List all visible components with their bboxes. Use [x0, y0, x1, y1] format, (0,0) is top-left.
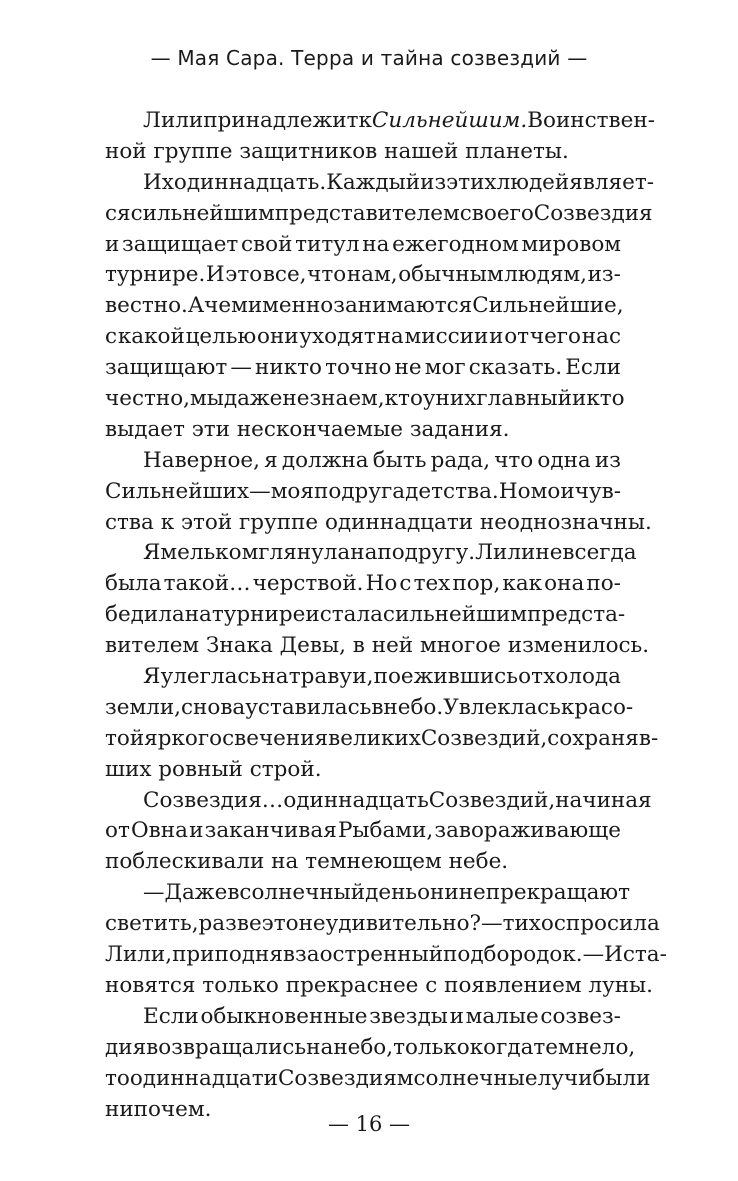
word: целью: [185, 324, 257, 350]
text-line: [105, 168, 655, 199]
word: знаем,: [309, 386, 385, 412]
word: и: [571, 386, 587, 412]
word: ной: [105, 138, 147, 164]
word: Я: [143, 664, 161, 690]
word: них: [435, 386, 477, 412]
word: Девы,: [279, 633, 346, 659]
word: Но: [498, 478, 531, 504]
text-line: [105, 940, 667, 971]
word: ней: [371, 633, 414, 659]
body-text: [105, 106, 667, 1125]
word: удивительно?: [325, 911, 482, 937]
word: даже: [223, 386, 283, 412]
word: являет-: [569, 169, 655, 195]
word: светить,: [105, 911, 199, 937]
word: никто: [255, 355, 322, 381]
word: на: [350, 540, 378, 566]
word: Даже: [164, 880, 228, 906]
word: турнире.: [105, 262, 206, 288]
word: из: [594, 447, 621, 473]
text-line: [105, 353, 621, 384]
word: и: [489, 324, 504, 350]
word: ших: [105, 756, 152, 782]
word: мог: [424, 355, 466, 381]
word: детства.: [405, 478, 499, 504]
word: и: [105, 231, 120, 257]
word: Созвездий,: [420, 725, 548, 751]
word: нипочем.: [105, 1096, 212, 1122]
word: великих: [328, 725, 421, 751]
word: малые: [465, 1003, 539, 1029]
word: Сильнейшим.: [371, 108, 528, 133]
word: с: [105, 324, 118, 350]
word: защитников: [239, 138, 378, 164]
word: Лили: [143, 108, 204, 133]
word: обыкновенные: [200, 1003, 368, 1029]
word: одиннадцать: [283, 787, 429, 813]
word: только: [393, 1034, 470, 1060]
word: такой…: [163, 571, 251, 597]
word: снова: [181, 694, 246, 720]
word: этих: [446, 169, 497, 195]
word: изменилось.: [507, 633, 650, 659]
word: мировом: [521, 231, 621, 257]
word: возвращались: [146, 1034, 307, 1060]
word: обычным: [398, 262, 504, 288]
word: это: [261, 911, 299, 937]
word: не: [394, 355, 422, 381]
word: небе.: [448, 849, 509, 875]
word: Увлеклась: [443, 694, 561, 720]
word: на: [306, 1034, 334, 1060]
word: занимаются: [333, 293, 473, 319]
word: мои: [530, 478, 575, 504]
word: кто: [586, 386, 625, 412]
word: они: [417, 880, 459, 906]
word: заканчивая: [204, 818, 337, 844]
word: и: [449, 1003, 464, 1029]
word: своего: [459, 200, 534, 226]
word: рада,: [430, 447, 491, 473]
running-head: — Мая Сара. Терра и тайна созвездий —: [150, 46, 588, 70]
word: Созвездиям: [277, 1065, 414, 1091]
word: сохраняв-: [547, 725, 659, 751]
word: именно: [247, 293, 334, 319]
word: представителем: [274, 200, 460, 226]
word: ся: [105, 200, 131, 226]
word: вестно.: [105, 293, 188, 319]
text-line: [105, 755, 621, 786]
text-line: [105, 724, 659, 755]
word: ста-: [622, 942, 667, 968]
word: строй.: [249, 756, 322, 782]
word: по-: [586, 571, 621, 597]
word: в: [371, 694, 384, 720]
word: начиная: [555, 787, 652, 813]
word: пор,: [452, 571, 501, 597]
word: небо,: [333, 1034, 394, 1060]
word: этой: [180, 509, 233, 535]
word: поежившись: [373, 664, 518, 690]
word: на: [271, 849, 299, 875]
word: защищают: [105, 355, 228, 381]
word: были: [592, 1065, 651, 1091]
word: темнеющем: [305, 849, 442, 875]
word: мельком: [160, 540, 259, 566]
text-line: [105, 291, 624, 322]
word: прекращают: [485, 880, 631, 906]
word: к: [358, 108, 372, 133]
word: Но: [365, 571, 398, 597]
word: как: [502, 571, 543, 597]
text-line: [105, 1033, 636, 1064]
word: задания.: [409, 416, 510, 442]
word: с: [425, 972, 438, 998]
word: поблескивали: [105, 849, 265, 875]
word: сильнейшим: [130, 200, 275, 226]
word: Сильнейшие,: [472, 293, 624, 319]
word: тихо: [502, 911, 554, 937]
word: Созвездия…: [143, 787, 284, 813]
word: улеглась: [160, 664, 262, 690]
word: кто: [384, 386, 423, 412]
text-line: [105, 662, 621, 693]
word: вителем: [105, 633, 200, 659]
word: Овна: [131, 818, 188, 844]
word: А: [187, 293, 205, 319]
word: нескончаемые: [236, 416, 403, 442]
word: И: [604, 942, 623, 968]
word: бедила: [105, 602, 185, 628]
word: черствой.: [252, 571, 364, 597]
word: И: [205, 262, 225, 288]
word: —: [481, 911, 503, 937]
word: красо-: [560, 694, 634, 720]
word: уставилась: [245, 694, 372, 720]
word: подругу.: [377, 540, 476, 566]
word: какой: [117, 324, 185, 350]
word: Каждый: [326, 169, 421, 195]
text-line: [105, 569, 621, 600]
text-line: [105, 199, 653, 230]
word: спросила: [553, 911, 660, 937]
word: темнело,: [533, 1034, 636, 1060]
word: титул: [295, 231, 360, 257]
word: у: [422, 386, 436, 412]
word: Созвездий,: [428, 787, 556, 813]
word: главный: [476, 386, 572, 412]
word: и: [189, 818, 204, 844]
text-line: [105, 786, 652, 817]
text-line: [105, 1064, 651, 1095]
text-line: [105, 971, 653, 1002]
text-line: [105, 631, 650, 662]
text-line: [105, 909, 660, 940]
word: это: [225, 262, 263, 288]
text-line: [105, 106, 655, 137]
text-line: [105, 878, 631, 909]
word: неоднозначны.: [479, 509, 652, 535]
word: свой: [241, 231, 293, 257]
word: заостренный: [295, 942, 444, 968]
word: —: [143, 880, 165, 906]
word: сильнейшим: [382, 602, 528, 628]
word: Их: [143, 169, 174, 195]
word: одиннадцати: [324, 509, 474, 535]
word: солнечные: [413, 1065, 538, 1091]
word: группе: [153, 138, 233, 164]
word: нам,: [346, 262, 398, 288]
word: Если: [143, 1003, 199, 1029]
word: я: [264, 447, 278, 473]
text-line: [105, 816, 621, 847]
text-line: [105, 508, 652, 539]
text-line: [105, 477, 621, 508]
word: мы: [189, 386, 224, 412]
text-line: [105, 322, 621, 353]
word: эти: [191, 416, 230, 442]
text-line: [105, 137, 621, 168]
word: Созвездия: [533, 200, 653, 226]
word: той: [105, 725, 145, 751]
word: прекраснее: [285, 972, 419, 998]
word: на: [362, 231, 390, 257]
word: Если: [565, 355, 621, 381]
word: не: [535, 540, 563, 566]
word: в: [227, 880, 240, 906]
word: группе: [239, 509, 319, 535]
word: принадлежит: [203, 108, 359, 133]
word: чув-: [574, 478, 621, 504]
word: Воинствен-: [527, 108, 655, 133]
word: защищает: [122, 231, 239, 257]
text-line: [105, 384, 625, 415]
word: от: [105, 818, 130, 844]
word: только: [202, 972, 279, 998]
word: тех: [413, 571, 451, 597]
word: Лили,: [105, 942, 173, 968]
word: на: [376, 324, 404, 350]
word: к: [160, 509, 175, 535]
word: лучи: [537, 1065, 593, 1091]
word: одиннадцать.: [173, 169, 327, 195]
word: разве: [198, 911, 262, 937]
word: Я: [143, 540, 161, 566]
word: Наверное,: [143, 447, 260, 473]
word: из-: [587, 262, 621, 288]
word: одна: [537, 447, 591, 473]
word: когда: [469, 1034, 534, 1060]
word: новятся: [105, 972, 196, 998]
word: завораживающе: [434, 818, 621, 844]
text-line: [105, 230, 621, 261]
word: яркого: [144, 725, 223, 751]
word: траву: [288, 664, 352, 690]
word: луны.: [588, 972, 653, 998]
word: людей: [496, 169, 570, 195]
word: людям,: [504, 262, 587, 288]
word: не: [458, 880, 486, 906]
word: всегда: [562, 540, 637, 566]
word: от: [518, 664, 543, 690]
word: Рыбами,: [337, 818, 434, 844]
word: многое: [419, 633, 501, 659]
word: ровный: [158, 756, 243, 782]
word: приподняв: [172, 942, 296, 968]
text-line: [105, 1002, 621, 1033]
word: одиннадцати: [129, 1065, 278, 1091]
text-line: [105, 693, 634, 724]
word: холода: [543, 664, 621, 690]
text-line: [105, 446, 621, 477]
word: в: [352, 633, 365, 659]
word: что: [494, 447, 534, 473]
word: с: [399, 571, 412, 597]
word: выдает: [105, 416, 185, 442]
word: миссии: [404, 324, 489, 350]
word: —: [249, 478, 271, 504]
word: —: [582, 942, 605, 968]
word: Лили: [475, 540, 536, 566]
word: Сильнейших: [105, 478, 249, 504]
text-line: [105, 600, 626, 631]
word: и: [305, 602, 320, 628]
word: звезды: [369, 1003, 448, 1029]
word: и,: [352, 664, 374, 690]
word: что: [307, 262, 347, 288]
word: она: [544, 571, 585, 597]
word: небо.: [383, 694, 444, 720]
word: земли,: [105, 694, 181, 720]
text-line: [105, 415, 621, 446]
word: была: [105, 571, 162, 597]
word: планеты.: [465, 138, 569, 164]
word: от: [504, 324, 530, 350]
word: на: [184, 602, 212, 628]
word: ства: [105, 509, 154, 535]
word: глянула: [258, 540, 351, 566]
word: из: [420, 169, 447, 195]
word: все,: [262, 262, 307, 288]
word: подбородок.: [443, 942, 583, 968]
word: чего: [529, 324, 582, 350]
word: стала: [319, 602, 383, 628]
word: —: [230, 355, 252, 381]
word: свечения: [222, 725, 329, 751]
word: они: [257, 324, 299, 350]
word: появлением: [444, 972, 582, 998]
word: быть: [372, 447, 427, 473]
text-line: [105, 260, 621, 291]
word: дия: [105, 1034, 147, 1060]
word: день: [365, 880, 418, 906]
word: уходят: [299, 324, 376, 350]
word: созвез-: [540, 1003, 621, 1029]
word: сказать.: [468, 355, 563, 381]
word: должна: [281, 447, 369, 473]
word: нас: [581, 324, 621, 350]
word: не: [282, 386, 310, 412]
text-line: [105, 538, 637, 569]
word: не: [298, 911, 326, 937]
word: на: [261, 664, 289, 690]
word: подруга: [314, 478, 406, 504]
word: солнечный: [239, 880, 366, 906]
word: то: [105, 1065, 130, 1091]
word: Знака: [206, 633, 273, 659]
text-line: [105, 847, 621, 878]
word: честно,: [105, 386, 190, 412]
word: нашей: [384, 138, 459, 164]
word: чем: [204, 293, 248, 319]
page-number: — 16 —: [327, 1112, 411, 1136]
word: моя: [270, 478, 314, 504]
word: ежегодном: [392, 231, 519, 257]
word: точно: [325, 355, 392, 381]
word: предста-: [527, 602, 626, 628]
word: турнире: [211, 602, 306, 628]
